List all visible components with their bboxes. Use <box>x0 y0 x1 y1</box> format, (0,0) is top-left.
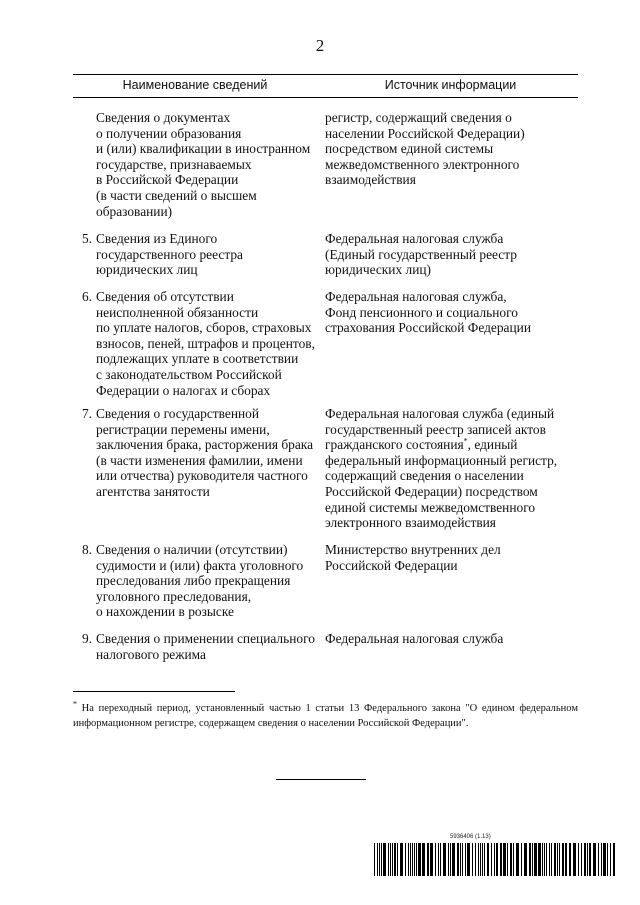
end-separator <box>276 779 366 780</box>
barcode-bar <box>414 843 415 876</box>
barcode-bar <box>475 843 476 876</box>
barcode-bar <box>379 843 380 876</box>
barcode-bar <box>573 843 576 876</box>
barcode-bar <box>408 843 409 876</box>
row-number: 5. <box>81 231 92 246</box>
barcode-bar <box>410 843 411 876</box>
barcode-bar <box>534 843 537 876</box>
row-number: 7. <box>81 406 92 421</box>
barcode-bar <box>484 843 485 876</box>
barcode-bar <box>467 843 470 876</box>
barcode-bar <box>538 843 541 876</box>
barcode-bar <box>546 843 547 876</box>
barcode-bar <box>383 843 386 876</box>
barcode-bar <box>482 843 483 876</box>
barcode-bar <box>377 843 378 876</box>
barcode-bar <box>388 843 389 876</box>
document-code: 5936406 (1.13) <box>450 834 491 840</box>
page-number: 2 <box>315 36 325 55</box>
barcode-bar <box>551 843 552 876</box>
footnote-text: На переходный период, установленный частью 1 статьи 13 Федерального закона "О едином федеральном информационном регистре, содержащем сведения о населении Российской Федерации". <box>73 703 578 729</box>
barcode-bar <box>472 843 473 876</box>
row-name: Сведения о государственной регистрации перемены имени, заключения брака, расторжения брака (в части изменения фамилии, имени или отчества) руководителя частного агентства занятости <box>96 406 314 499</box>
row-source-part: Федеральная налоговая служба (единый государственный реестр записей актов гражданского состояния <box>325 406 555 453</box>
barcode-bar <box>587 843 588 876</box>
barcode-bar <box>557 843 558 876</box>
barcode-bar <box>532 843 533 876</box>
barcode-bar <box>422 843 425 876</box>
row-source <box>325 406 580 531</box>
barcode-bar <box>427 843 429 876</box>
barcode-bar <box>443 843 446 876</box>
barcode-bar <box>416 843 417 876</box>
barcode-bar <box>491 843 492 876</box>
barcode-bar <box>462 843 463 876</box>
barcode-bar <box>494 843 495 876</box>
barcode-bar <box>559 843 560 876</box>
barcode-bar <box>500 843 502 876</box>
barcode-bar <box>381 843 382 876</box>
barcode-bar <box>465 843 466 876</box>
barcode-bar <box>374 843 375 876</box>
column-header-name: Наименование сведений <box>122 78 268 92</box>
row-source: Министерство внутренних дел Российской Федерации <box>325 542 501 573</box>
barcode-bar <box>549 843 550 876</box>
barcode-bar <box>412 843 413 876</box>
barcode-bar <box>450 843 451 876</box>
barcode-bar <box>487 843 489 876</box>
table-header <box>73 74 578 98</box>
footnote-reference: * <box>463 436 468 446</box>
row-number: 8. <box>81 542 92 557</box>
barcode-bar <box>405 843 406 876</box>
barcode-bar <box>603 843 606 876</box>
barcode-bar <box>510 843 512 876</box>
barcode-bar <box>503 843 506 876</box>
barcode-bar <box>390 843 391 876</box>
barcode-bar <box>598 843 599 876</box>
barcode <box>374 843 616 876</box>
barcode-bar <box>607 843 608 876</box>
barcode-bar <box>496 843 498 876</box>
barcode-bar <box>562 843 564 876</box>
barcode-bar <box>554 843 556 876</box>
barcode-bar <box>584 843 586 876</box>
barcode-bar <box>610 843 611 876</box>
footnote-separator <box>73 691 235 692</box>
barcode-bar <box>478 843 479 876</box>
footnote <box>73 699 578 731</box>
barcode-bar <box>480 843 481 876</box>
barcode-bar <box>601 843 602 876</box>
row-name: Сведения из Единого государственного реестра юридических лиц <box>96 231 243 278</box>
barcode-bar <box>581 843 582 876</box>
barcode-bar <box>513 843 514 876</box>
row-source: Федеральная налоговая служба <box>325 631 504 646</box>
row-source: Федеральная налоговая служба (Единый государственный реестр юридических лиц) <box>325 231 517 278</box>
row-source: регистр, содержащий сведения о населении Российской Федерации) посредством единой системы межведомственного электронного взаимодействия <box>325 110 525 188</box>
barcode-bar <box>448 843 449 876</box>
barcode-bar <box>589 843 591 876</box>
barcode-bar <box>569 843 571 876</box>
barcode-bar <box>593 843 596 876</box>
row-name: Сведения о документах о получении образования и (или) квалификации в иностранном государстве, признаваемых в Российской Федерации (в части сведений о высшем образовании) <box>96 110 311 219</box>
row-number: 9. <box>81 631 92 646</box>
row-source-part: , единый федеральный информационный регистр, содержащий сведения о населении Российской Федерации) посредством единой системы межведомственного электронного взаимодействия <box>325 437 558 531</box>
footnote-mark: * <box>73 699 77 709</box>
barcode-bar <box>542 843 543 876</box>
barcode-bar <box>394 843 396 876</box>
row-name: Сведения о наличии (отсутствии) судимости и (или) факта уголовного преследования либо прекращения уголовного преследования, о нахождении в розыске <box>96 542 304 620</box>
barcode-bar <box>578 843 579 876</box>
barcode-bar <box>457 843 459 876</box>
barcode-bar <box>529 843 531 876</box>
barcode-bar <box>438 843 439 876</box>
barcode-bar <box>521 843 522 876</box>
barcode-bar <box>544 843 545 876</box>
barcode-bar <box>524 843 527 876</box>
barcode-bar <box>440 843 441 876</box>
barcode-bar <box>460 843 461 876</box>
barcode-bar <box>565 843 567 876</box>
barcode-bar <box>507 843 508 876</box>
row-source: Федеральная налоговая служба, Фонд пенсионного и социального страхования Российской Федерации <box>325 289 531 336</box>
barcode-bar <box>452 843 455 876</box>
row-number: 6. <box>81 289 92 304</box>
barcode-bar <box>430 843 433 876</box>
barcode-bar <box>613 843 615 876</box>
column-header-source: Источник информации <box>384 78 517 92</box>
barcode-bar <box>435 843 436 876</box>
row-name: Сведения о применении специального налогового режима <box>96 631 315 662</box>
barcode-bar <box>400 843 403 876</box>
barcode-bar <box>516 843 519 876</box>
row-name: Сведения об отсутствии неисполненной обязанности по уплате налогов, сборов, страховых взносов, пеней, штрафов и процентов, подлежащих уплате в соответствии с законодательством Российской Федерации о налогах и сборах <box>96 289 315 398</box>
barcode-bar <box>418 843 421 876</box>
barcode-bar <box>397 843 398 876</box>
barcode-bar <box>392 843 393 876</box>
